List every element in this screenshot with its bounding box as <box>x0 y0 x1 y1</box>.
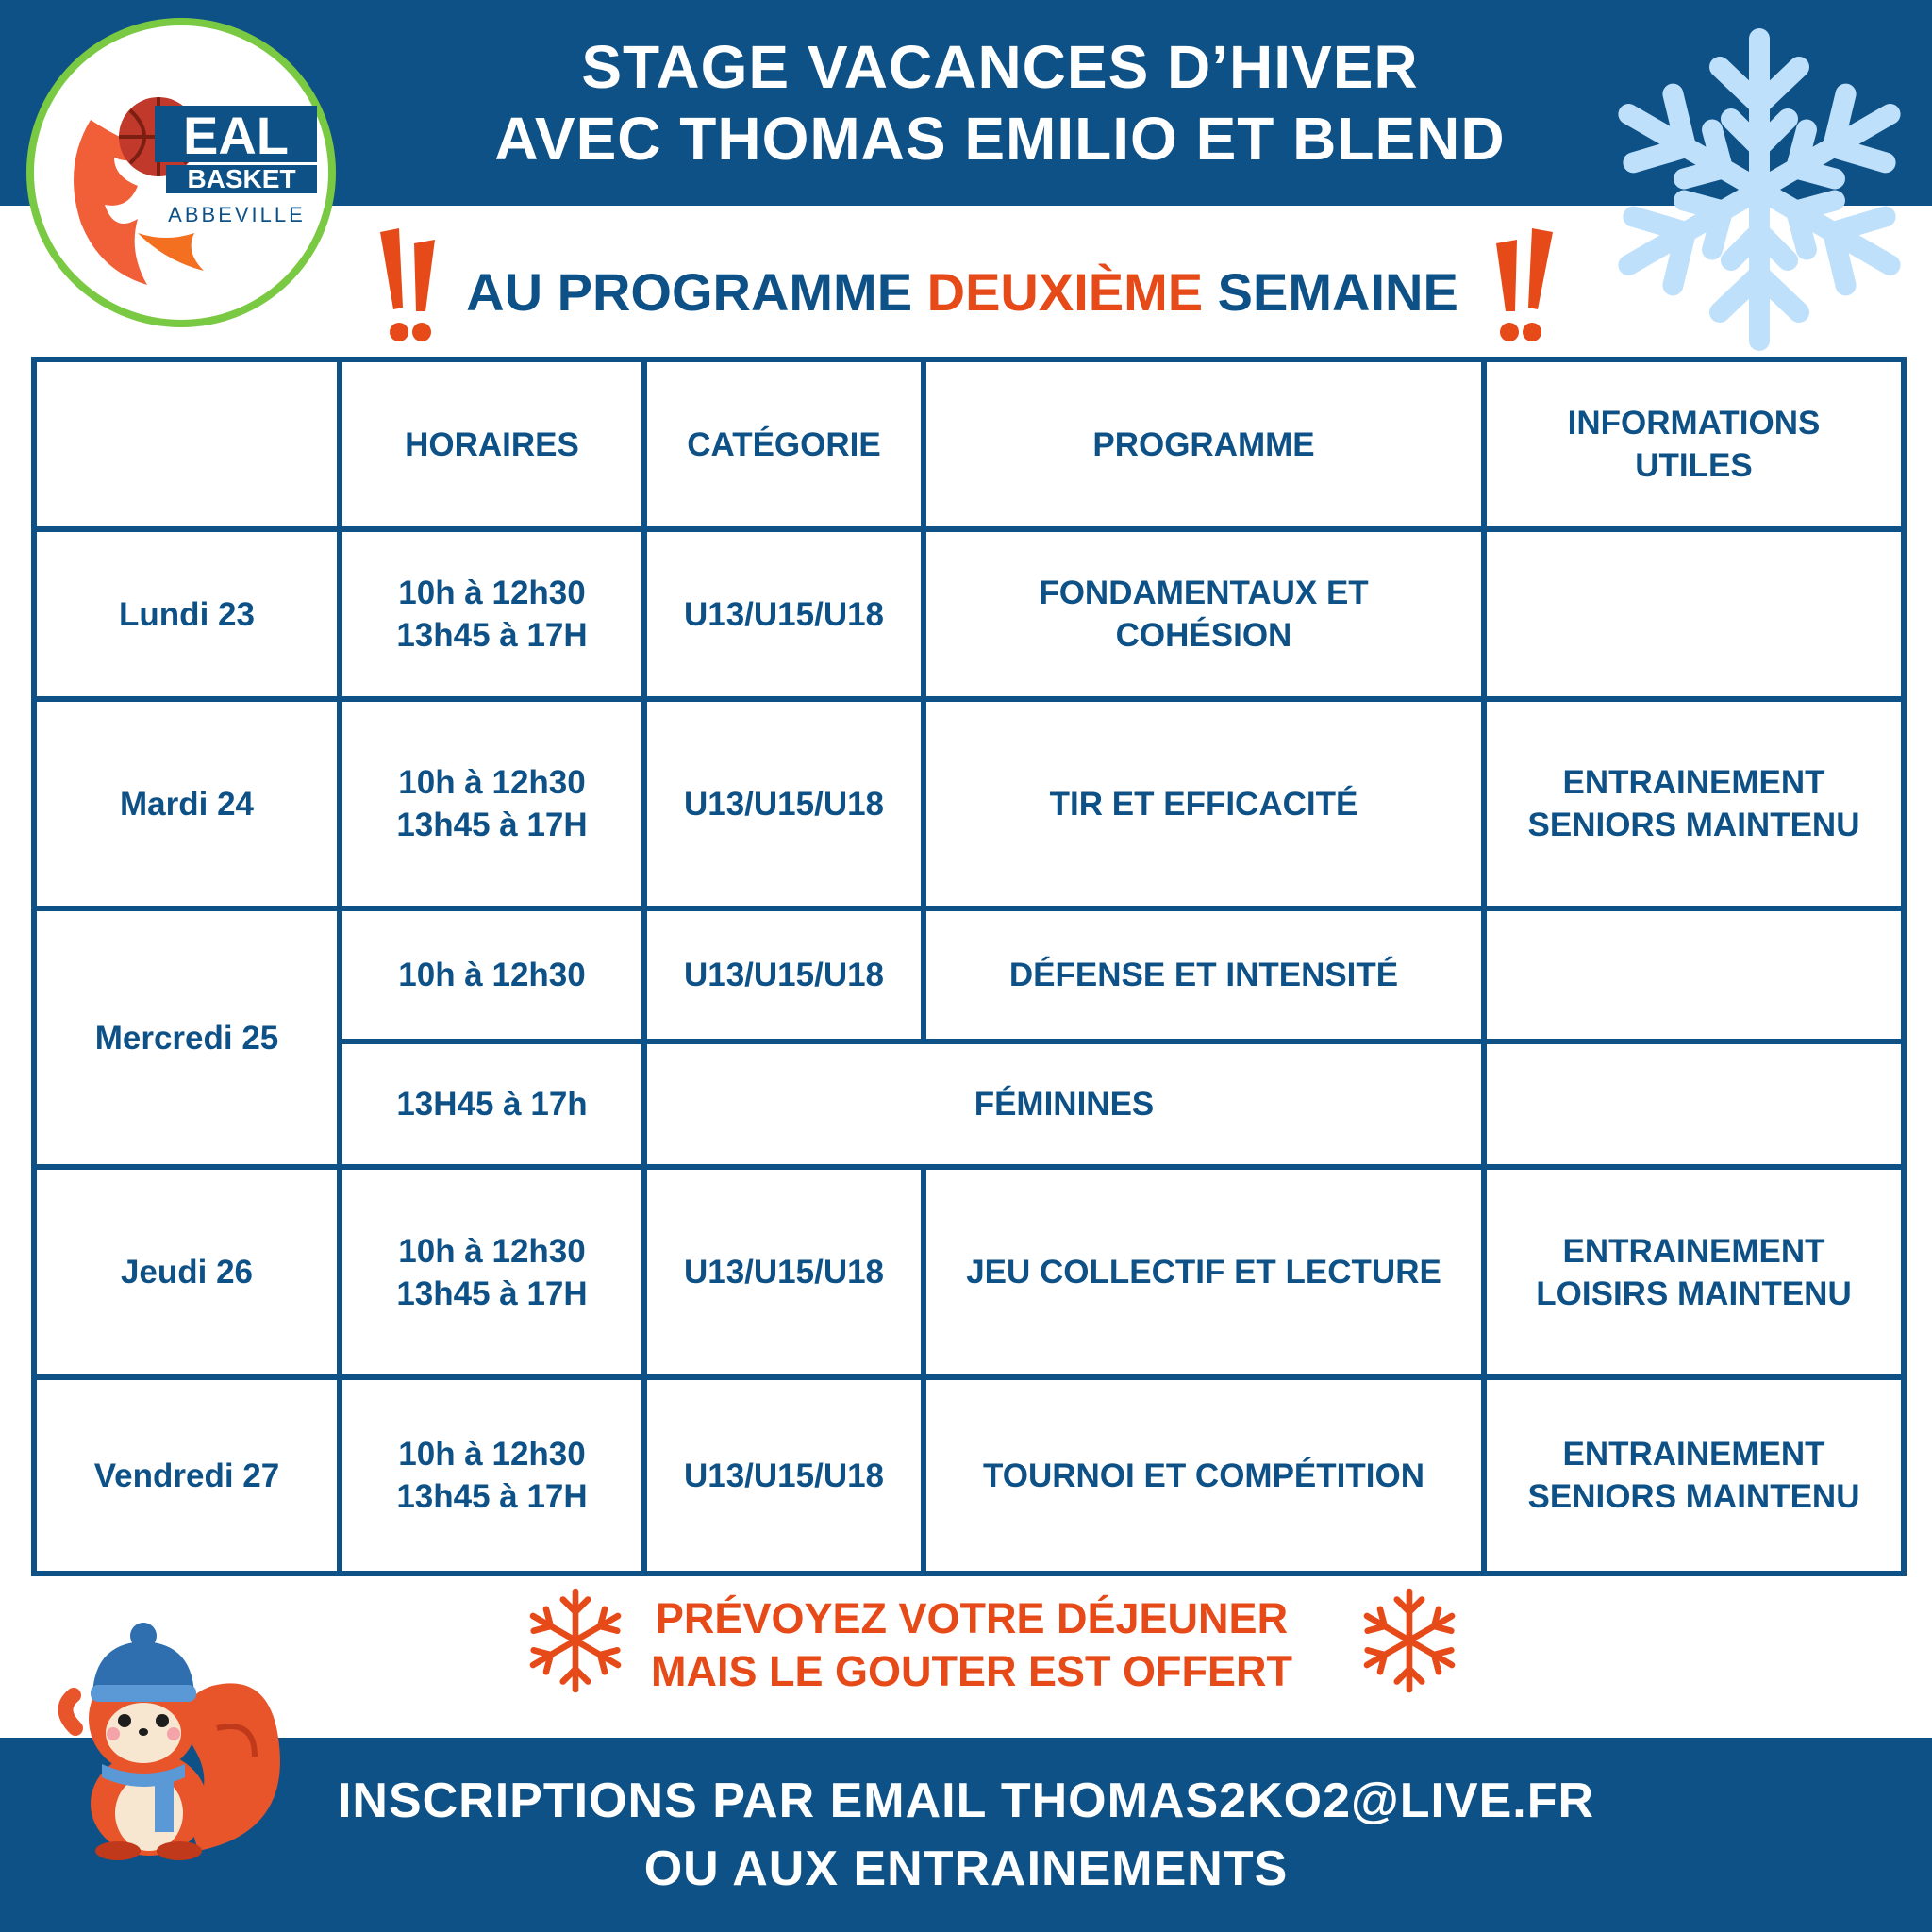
registration-line-1: INSCRIPTIONS PAR EMAIL THOMAS2KO2@LIVE.FR <box>337 1774 1595 1828</box>
category-cell: U13/U15/U18 <box>644 1377 924 1574</box>
day-cell: Mercredi 25 <box>34 908 340 1167</box>
program-cell: FÉMININES <box>644 1041 1484 1167</box>
info-line-2: LOISIRS MAINTENU <box>1536 1274 1852 1312</box>
time-afternoon: 13h45 à 17H <box>396 1274 588 1312</box>
table-row <box>34 699 1904 908</box>
info-cell <box>1484 1041 1904 1167</box>
day-cell: Vendredi 27 <box>34 1377 340 1574</box>
program-title-end: SEMAINE <box>1203 262 1458 322</box>
time-cell <box>340 529 644 699</box>
info-cell <box>1484 1377 1904 1574</box>
header-informations: INFORMATIONS UTILES <box>1484 359 1904 529</box>
info-line-1: ENTRAINEMENT <box>1562 1232 1825 1270</box>
program-title-start: AU PROGRAMME <box>466 262 927 322</box>
table-header-row <box>34 359 1904 529</box>
info-cell <box>1484 699 1904 908</box>
header-categorie: CATÉGORIE <box>644 359 924 529</box>
time-cell: 13H45 à 17h <box>340 1041 644 1167</box>
registration-line-2: OU AUX ENTRAINEMENTS <box>643 1841 1289 1896</box>
info-cell <box>1484 1167 1904 1377</box>
table-row <box>34 1167 1904 1377</box>
program-cell: DÉFENSE ET INTENSITÉ <box>924 908 1484 1041</box>
double-exclamation-icon <box>373 225 448 345</box>
lunch-note-line-2: MAIS LE GOUTER EST OFFERT <box>650 1647 1292 1695</box>
double-exclamation-icon <box>1483 225 1558 345</box>
time-afternoon: 13h45 à 17H <box>396 807 588 843</box>
program-title <box>443 255 1481 330</box>
snowflake-icon <box>1360 1583 1458 1698</box>
program-line-2: COHÉSION <box>1115 617 1292 654</box>
table-row <box>34 908 1904 1041</box>
info-line-1: ENTRAINEMENT <box>1562 764 1825 801</box>
day-cell: Mardi 24 <box>34 699 340 908</box>
club-logo <box>25 16 338 329</box>
header-programme: PROGRAMME <box>924 359 1484 529</box>
program-cell: JEU COLLECTIF ET LECTURE <box>924 1167 1484 1377</box>
info-cell <box>1484 529 1904 699</box>
time-morning: 10h à 12h30 <box>398 1232 586 1270</box>
logo-text-eal: EAL <box>183 106 289 165</box>
lunch-note-line-1: PRÉVOYEZ VOTRE DÉJEUNER <box>655 1594 1289 1642</box>
time-morning: 10h à 12h30 <box>398 764 586 801</box>
category-cell: U13/U15/U18 <box>644 1167 924 1377</box>
program-cell: TOURNOI ET COMPÉTITION <box>924 1377 1484 1574</box>
logo-text-abbeville: ABBEVILLE <box>168 203 306 226</box>
time-morning: 10h à 12h30 <box>398 575 586 611</box>
program-title-accent: DEUXIÈME <box>926 262 1204 322</box>
category-cell: U13/U15/U18 <box>644 908 924 1041</box>
program-cell: TIR ET EFFICACITÉ <box>924 699 1484 908</box>
category-cell: U13/U15/U18 <box>644 529 924 699</box>
title-line-1: STAGE VACANCES D’HIVER <box>581 33 1419 101</box>
program-line-1: FONDAMENTAUX ET <box>1039 575 1369 611</box>
header-horaires: HORAIRES <box>340 359 644 529</box>
time-afternoon: 13h45 à 17H <box>396 1478 588 1515</box>
category-cell: U13/U15/U18 <box>644 699 924 908</box>
snowflake-icon <box>1604 25 1915 355</box>
time-cell <box>340 1167 644 1377</box>
schedule-table <box>31 357 1901 1571</box>
info-line-1: ENTRAINEMENT <box>1562 1436 1825 1473</box>
header-empty <box>34 359 340 529</box>
logo-text-basket: BASKET <box>187 164 296 193</box>
squirrel-mascot <box>38 1615 292 1860</box>
time-afternoon: 13h45 à 17H <box>396 617 588 654</box>
time-cell <box>340 699 644 908</box>
title-line-2: AVEC THOMAS EMILIO ET BLEND <box>494 105 1506 173</box>
day-cell: Lundi 23 <box>34 529 340 699</box>
time-cell <box>340 1377 644 1574</box>
time-morning: 10h à 12h30 <box>398 1436 586 1473</box>
table-row <box>34 1377 1904 1574</box>
info-cell <box>1484 908 1904 1041</box>
day-cell: Jeudi 26 <box>34 1167 340 1377</box>
info-line-2: SENIORS MAINTENU <box>1527 1478 1860 1515</box>
info-line-2: SENIORS MAINTENU <box>1527 807 1860 843</box>
program-cell <box>924 529 1484 699</box>
table-row <box>34 529 1904 699</box>
time-cell: 10h à 12h30 <box>340 908 644 1041</box>
